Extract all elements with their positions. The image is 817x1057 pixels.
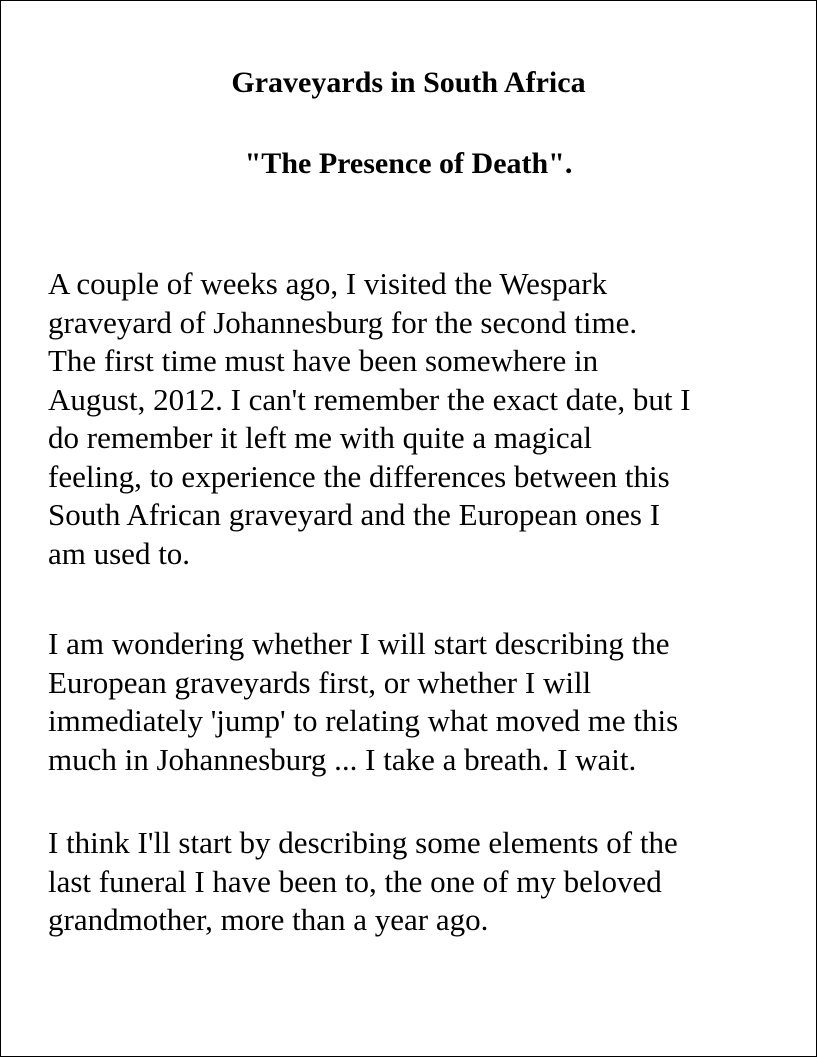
document-title: Graveyards in South Africa [231,66,586,99]
paragraph-line: feeling, to experience the differences between this [48,458,670,494]
paragraph-line: immediately 'jump' to relating what moved me this [48,703,679,738]
paragraph-line: much in Johannesburg ... I take a breath. I wait. [48,741,637,777]
paragraph-line: A couple of weeks ago, I visited the Wespark [48,266,608,301]
paragraph-1 [48,265,788,573]
paragraph-line: do remember it left me with quite a magical [48,420,593,455]
paragraph-line: I think I'll start by describing some elements of the [48,825,678,860]
paragraph-line: South African graveyard and the European ones I [48,497,661,532]
paragraph-line: am used to. [48,535,191,571]
paragraph-line: European graveyards first, or whether I will [48,664,592,700]
paragraph-line: The first time must have been somewhere in [48,343,599,378]
paragraph-3 [48,824,788,940]
paragraph-line: grandmother, more than a year ago. [48,902,489,937]
document-subtitle: "The Presence of Death". [244,147,573,180]
paragraph-2 [48,625,788,779]
paragraph-line: I am wondering whether I will start describing the [48,626,670,661]
paragraph-line: August, 2012. I can't remember the exact date, but I [48,381,691,417]
paragraph-line: graveyard of Johannesburg for the second time. [48,304,638,340]
paragraph-line: last funeral I have been to, the one of my beloved [48,863,662,899]
